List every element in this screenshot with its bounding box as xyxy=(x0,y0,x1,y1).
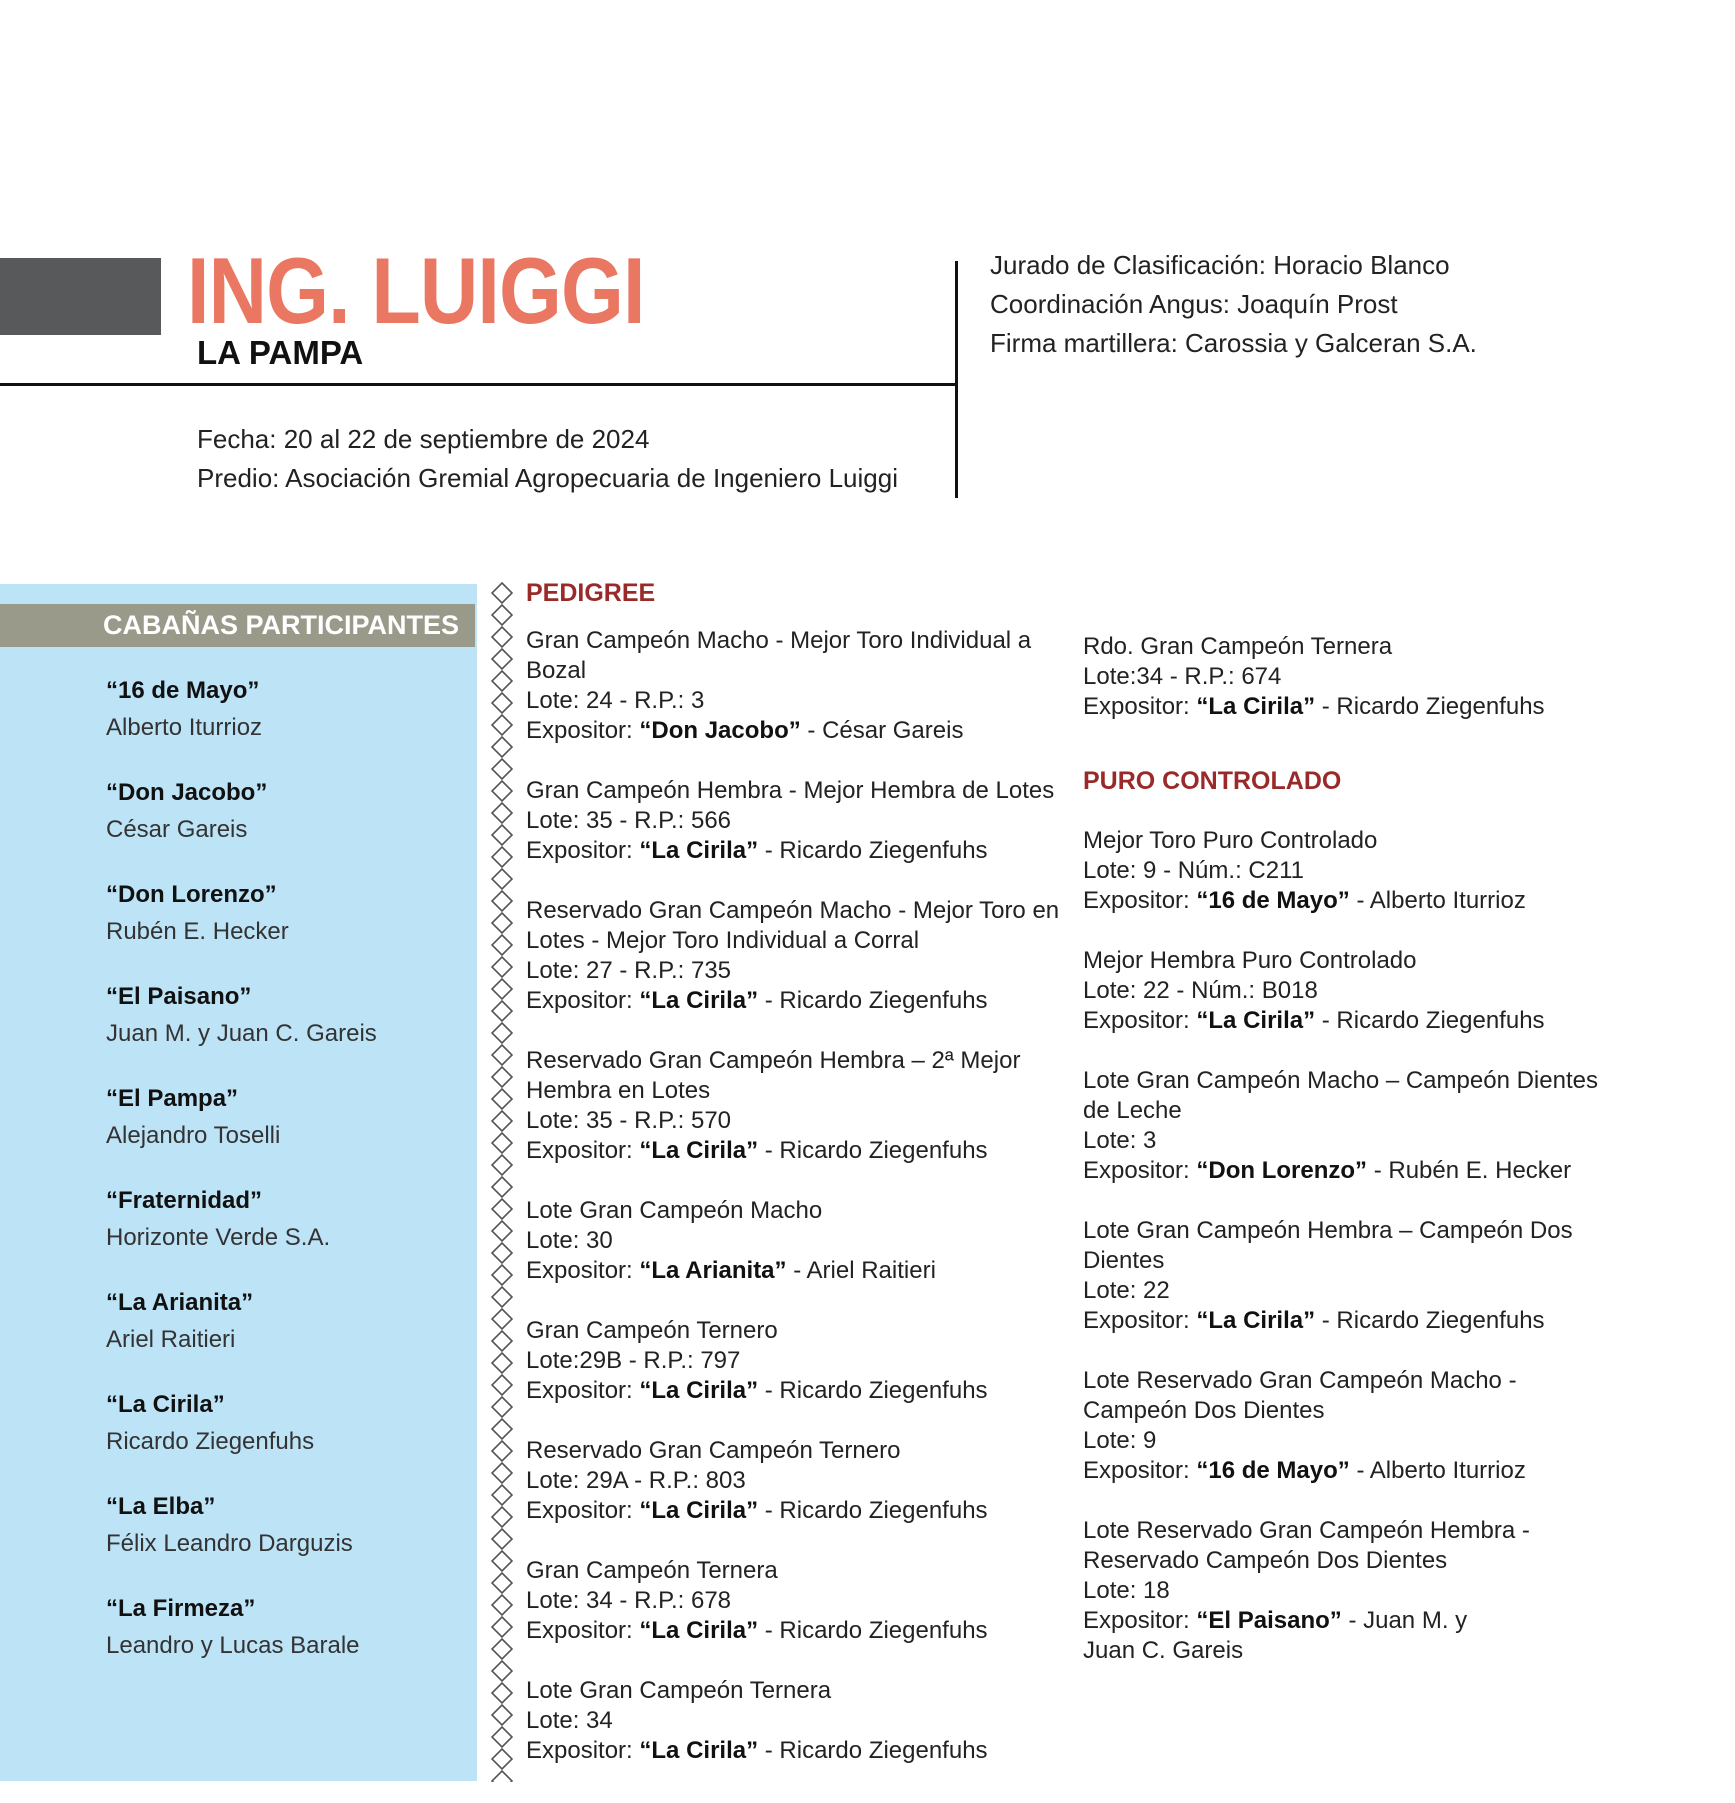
cabana-name: “Don Lorenzo” xyxy=(106,881,277,908)
expositor-cabana: “16 de Mayo” xyxy=(1196,1457,1350,1484)
expositor-owner: - Ricardo Ziegenfuhs xyxy=(758,1497,988,1524)
expositor-cabana: “Don Lorenzo” xyxy=(1196,1157,1368,1184)
award-entry xyxy=(526,1436,1059,1526)
cabana-owner: César Gareis xyxy=(106,816,248,843)
award-lote: Lote: 3 xyxy=(1083,1127,1157,1154)
award-title: Gran Campeón Macho - Mejor Toro Individual a xyxy=(526,627,1032,654)
cabana-name: “16 de Mayo” xyxy=(106,677,260,704)
award-title: Lote Reservado Gran Campeón Macho - xyxy=(1083,1367,1517,1394)
list-item xyxy=(106,1490,377,1592)
award-lote: Lote: 22 - Núm.: B018 xyxy=(1083,977,1318,1004)
expositor-label: Expositor: xyxy=(526,987,633,1014)
award-lote: Lote: 35 - R.P.: 566 xyxy=(526,807,732,834)
expositor-owner-continued: Juan C. Gareis xyxy=(1083,1637,1244,1664)
award-title: Reservado Gran Campeón Ternero xyxy=(526,1437,901,1464)
expositor-label: Expositor: xyxy=(1083,887,1190,914)
cabana-name: “El Pampa” xyxy=(106,1085,239,1112)
expositor-cabana: “El Paisano” xyxy=(1196,1607,1342,1634)
award-expositor xyxy=(526,1136,1059,1166)
award-title: Dientes xyxy=(1083,1247,1165,1274)
award-entry xyxy=(526,1676,1059,1766)
page-subtitle: LA PAMPA xyxy=(197,334,364,371)
expositor-owner: - Ricardo Ziegenfuhs xyxy=(1315,1307,1545,1334)
award-entry xyxy=(526,1556,1059,1646)
award-lote: Lote: 35 - R.P.: 570 xyxy=(526,1107,732,1134)
sidebar-heading: CABAÑAS PARTICIPANTES xyxy=(103,610,460,640)
section-title-puro-controlado: PURO CONTROLADO xyxy=(1083,767,1342,795)
award-entry xyxy=(526,1046,1059,1166)
right-column xyxy=(1083,632,1598,1666)
award-expositor xyxy=(1083,1606,1598,1636)
expositor-label: Expositor: xyxy=(1083,1007,1190,1034)
cabana-name: “La Elba” xyxy=(106,1493,216,1520)
pedigree-column xyxy=(526,578,1059,1766)
expositor-label: Expositor: xyxy=(526,1137,633,1164)
award-entry xyxy=(526,1196,1059,1286)
award-lote: Lote: 27 - R.P.: 735 xyxy=(526,957,732,984)
header-divider xyxy=(0,383,957,386)
cabana-owner: Leandro y Lucas Barale xyxy=(106,1632,360,1659)
award-title: Lote Gran Campeón Macho – Campeón Dientes xyxy=(1083,1067,1598,1094)
award-entry xyxy=(1083,632,1598,722)
award-expositor xyxy=(1083,692,1598,722)
award-title: Lote Gran Campeón Macho xyxy=(526,1197,823,1224)
award-entry xyxy=(526,776,1059,866)
list-item xyxy=(106,1082,377,1184)
expositor-cabana: “La Cirila” xyxy=(639,987,759,1014)
expositor-cabana: “La Cirila” xyxy=(1196,1307,1316,1334)
expositor-cabana: “La Cirila” xyxy=(639,1137,759,1164)
expositor-cabana: “La Cirila” xyxy=(639,1617,759,1644)
award-title: Campeón Dos Dientes xyxy=(1083,1397,1325,1424)
award-expositor xyxy=(526,1496,1059,1526)
award-title: Lote Gran Campeón Ternera xyxy=(526,1677,832,1704)
award-lote: Lote:29B - R.P.: 797 xyxy=(526,1347,741,1374)
header-color-bar xyxy=(0,258,161,335)
award-expositor xyxy=(1083,1006,1598,1036)
award-title: Reservado Campeón Dos Dientes xyxy=(1083,1547,1448,1574)
event-venue: Predio: Asociación Gremial Agropecuaria de Ingeniero Luiggi xyxy=(197,463,898,493)
participants-list xyxy=(106,674,377,1694)
cabana-name: “Don Jacobo” xyxy=(106,779,268,806)
award-title: Hembra en Lotes xyxy=(526,1077,711,1104)
award-title: Reservado Gran Campeón Macho - Mejor Toro en xyxy=(526,897,1060,924)
jury-line: Jurado de Clasificación: Horacio Blanco xyxy=(990,250,1450,280)
award-entry xyxy=(1083,826,1598,916)
award-expositor xyxy=(1083,1456,1598,1486)
cabana-name: “La Cirila” xyxy=(106,1391,225,1418)
expositor-label: Expositor: xyxy=(1083,1157,1190,1184)
expositor-label: Expositor: xyxy=(526,1497,633,1524)
expositor-label: Expositor: xyxy=(1083,1457,1190,1484)
award-lote: Lote: 18 xyxy=(1083,1577,1170,1604)
award-expositor xyxy=(526,1376,1059,1406)
award-expositor xyxy=(526,986,1059,1016)
cabana-owner: Félix Leandro Darguzis xyxy=(106,1530,353,1557)
award-expositor xyxy=(526,1256,1059,1286)
expositor-cabana: “La Cirila” xyxy=(1196,1007,1316,1034)
coordination-line: Coordinación Angus: Joaquín Prost xyxy=(990,289,1398,319)
award-entry xyxy=(1083,1066,1598,1186)
award-lote: Lote: 34 - R.P.: 678 xyxy=(526,1587,732,1614)
award-entry xyxy=(1083,1216,1598,1336)
expositor-owner: - Juan M. y xyxy=(1341,1607,1468,1634)
list-item xyxy=(106,1388,377,1490)
expositor-owner: - Ricardo Ziegenfuhs xyxy=(758,1137,988,1164)
expositor-cabana: “Don Jacobo” xyxy=(639,717,801,744)
award-title: de Leche xyxy=(1083,1097,1182,1124)
header-vertical-divider xyxy=(955,261,958,498)
expositor-owner: - César Gareis xyxy=(800,717,964,744)
award-entry xyxy=(1083,1516,1598,1666)
list-item xyxy=(106,878,377,980)
award-expositor xyxy=(526,716,1059,746)
award-lote: Lote: 22 xyxy=(1083,1277,1170,1304)
expositor-cabana: “16 de Mayo” xyxy=(1196,887,1350,914)
expositor-label: Expositor: xyxy=(526,1257,633,1284)
award-title: Reservado Gran Campeón Hembra – 2ª Mejor xyxy=(526,1047,1021,1074)
award-expositor xyxy=(526,1736,1059,1766)
list-item xyxy=(106,776,377,878)
expositor-label: Expositor: xyxy=(1083,1607,1190,1634)
expositor-owner: - Ricardo Ziegenfuhs xyxy=(758,1737,988,1764)
award-title: Rdo. Gran Campeón Ternera xyxy=(1083,633,1393,660)
page-title: ING. LUIGGI xyxy=(187,238,645,343)
award-entry xyxy=(1083,946,1598,1036)
cabana-owner: Horizonte Verde S.A. xyxy=(106,1224,331,1251)
expositor-cabana: “La Arianita” xyxy=(639,1257,787,1284)
cabana-name: “La Firmeza” xyxy=(106,1595,256,1622)
award-expositor xyxy=(1083,886,1598,916)
expositor-owner: - Ricardo Ziegenfuhs xyxy=(758,1377,988,1404)
award-title: Lotes - Mejor Toro Individual a Corral xyxy=(526,927,920,954)
cabana-owner: Alejandro Toselli xyxy=(106,1122,281,1149)
award-title: Gran Campeón Ternero xyxy=(526,1317,778,1344)
cabana-owner: Juan M. y Juan C. Gareis xyxy=(106,1020,377,1047)
award-title: Lote Gran Campeón Hembra – Campeón Dos xyxy=(1083,1217,1573,1244)
expositor-cabana: “La Cirila” xyxy=(639,1497,759,1524)
expositor-label: Expositor: xyxy=(526,1737,633,1764)
expositor-owner: - Rubén E. Hecker xyxy=(1367,1157,1572,1184)
expositor-owner: - Ricardo Ziegenfuhs xyxy=(758,1617,988,1644)
award-expositor xyxy=(526,836,1059,866)
award-title: Gran Campeón Hembra - Mejor Hembra de Lotes xyxy=(526,777,1055,804)
expositor-label: Expositor: xyxy=(526,1617,633,1644)
award-entry xyxy=(526,896,1059,1016)
list-item xyxy=(106,1184,377,1286)
award-entry xyxy=(1083,1366,1598,1486)
award-title: Bozal xyxy=(526,657,587,684)
expositor-owner: - Alberto Iturrioz xyxy=(1349,1457,1526,1484)
award-title: Gran Campeón Ternera xyxy=(526,1557,778,1584)
award-lote: Lote: 9 - Núm.: C211 xyxy=(1083,857,1304,884)
event-credits xyxy=(990,246,1477,363)
award-entry xyxy=(526,1316,1059,1406)
expositor-label: Expositor: xyxy=(526,837,633,864)
diamond-chain-divider xyxy=(490,582,514,1782)
expositor-label: Expositor: xyxy=(1083,1307,1190,1334)
list-item xyxy=(106,1592,377,1694)
expositor-label: Expositor: xyxy=(526,717,633,744)
cabana-name: “La Arianita” xyxy=(106,1289,254,1316)
award-title: Mejor Toro Puro Controlado xyxy=(1083,827,1378,854)
expositor-label: Expositor: xyxy=(1083,693,1190,720)
award-title: Lote Reservado Gran Campeón Hembra - xyxy=(1083,1517,1530,1544)
event-info xyxy=(197,420,898,498)
list-item xyxy=(106,674,377,776)
expositor-cabana: “La Cirila” xyxy=(639,1377,759,1404)
award-entry xyxy=(526,626,1059,746)
award-expositor xyxy=(1083,1306,1598,1336)
cabana-owner: Alberto Iturrioz xyxy=(106,714,263,741)
expositor-owner: - Ricardo Ziegenfuhs xyxy=(758,987,988,1014)
award-expositor xyxy=(1083,1156,1598,1186)
expositor-owner: - Ricardo Ziegenfuhs xyxy=(1315,1007,1545,1034)
section-title-pedigree: PEDIGREE xyxy=(526,579,656,607)
cabana-name: “El Paisano” xyxy=(106,983,252,1010)
award-lote: Lote: 30 xyxy=(526,1227,613,1254)
award-title: Mejor Hembra Puro Controlado xyxy=(1083,947,1417,974)
award-lote: Lote: 9 xyxy=(1083,1427,1157,1454)
auctioneer-line: Firma martillera: Carossia y Galceran S.A. xyxy=(990,328,1477,358)
list-item xyxy=(106,1286,377,1388)
cabana-owner: Rubén E. Hecker xyxy=(106,918,289,945)
list-item xyxy=(106,980,377,1082)
cabana-owner: Ricardo Ziegenfuhs xyxy=(106,1428,315,1455)
event-date: Fecha: 20 al 22 de septiembre de 2024 xyxy=(197,424,650,454)
award-expositor xyxy=(526,1616,1059,1646)
expositor-owner: - Alberto Iturrioz xyxy=(1349,887,1526,914)
expositor-owner: - Ricardo Ziegenfuhs xyxy=(758,837,988,864)
expositor-label: Expositor: xyxy=(526,1377,633,1404)
expositor-owner: - Ariel Raitieri xyxy=(786,1257,936,1284)
expositor-cabana: “La Cirila” xyxy=(1196,693,1316,720)
award-lote: Lote: 34 xyxy=(526,1707,613,1734)
award-lote: Lote:34 - R.P.: 674 xyxy=(1083,663,1282,690)
cabana-name: “Fraternidad” xyxy=(106,1187,263,1214)
award-lote: Lote: 24 - R.P.: 3 xyxy=(526,687,705,714)
award-lote: Lote: 29A - R.P.: 803 xyxy=(526,1467,746,1494)
expositor-cabana: “La Cirila” xyxy=(639,1737,759,1764)
cabana-owner: Ariel Raitieri xyxy=(106,1326,236,1353)
expositor-cabana: “La Cirila” xyxy=(639,837,759,864)
expositor-owner: - Ricardo Ziegenfuhs xyxy=(1315,693,1545,720)
